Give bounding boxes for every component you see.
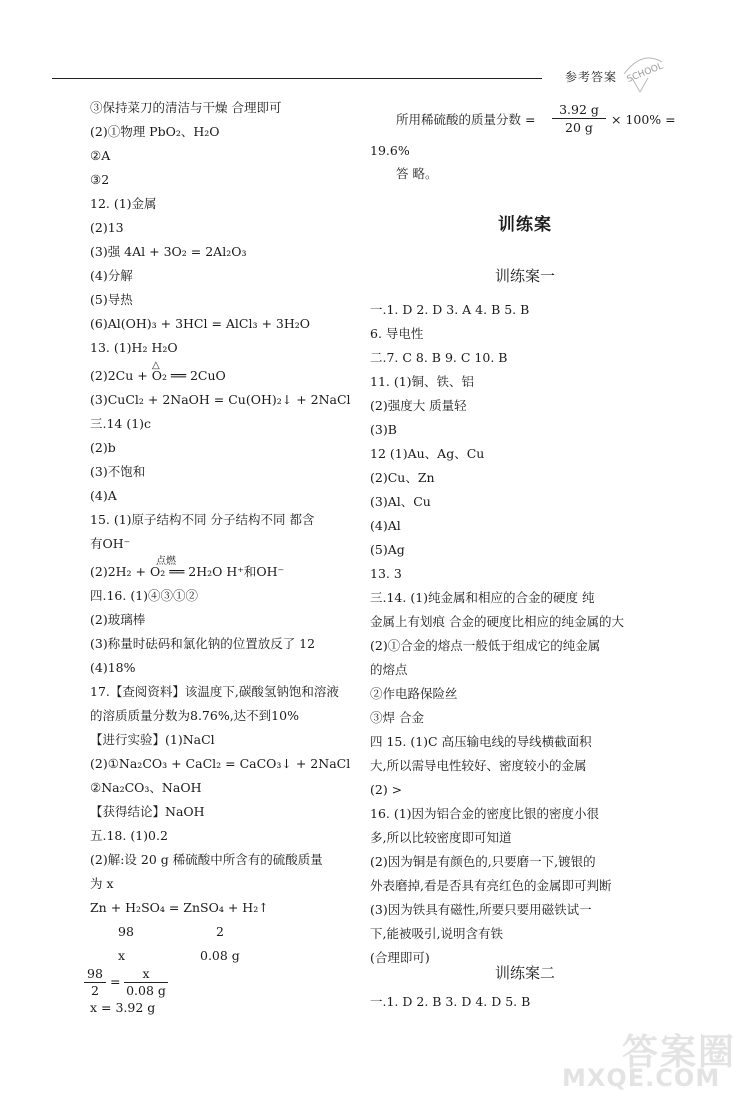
left-line: (4)分解 [90,268,133,283]
left-line: 15. (1)原子结构不同 分子结构不同 都含 [90,512,315,527]
right-line: 一.1. D 2. D 3. A 4. B 5. B [370,302,530,317]
left-line: x [118,948,126,963]
left-line: (3)不饱和 [90,464,146,479]
left-line: 【进行实验】(1)NaCl [90,732,215,747]
right-line: 大,所以需导电性较好、密度较小的金属 [370,758,587,773]
subsection-title: 训练案二 [494,964,555,982]
frac-num: 98 [87,966,103,981]
left-line: (2)①Na₂CO₃ + CaCl₂ = CaCO₃↓ + 2NaCl [90,756,351,771]
watermark-logo [562,1024,744,1092]
frac-num: x [142,966,150,981]
right-line: (3)因为铁具有磁性,所要只要用磁铁试一 [370,902,592,917]
left-line: 五.18. (1)0.2 [90,828,168,843]
right-line: (2) > [370,782,403,797]
right-line: 金属上有划痕 合金的硬度比相应的纯金属的大 [370,614,624,629]
right-line: 下,能被吸引,说明含有铁 [370,926,503,941]
left-line: (2)b [90,440,116,455]
right-line: 一.1. D 2. B 3. D 4. D 5. B [370,994,531,1009]
header-rule [52,78,542,79]
right-line: 11. (1)铜、铁、铝 [370,374,475,389]
left-line: x = 3.92 g [90,1000,156,1015]
calc-num: 3.92 g [559,102,599,117]
left-line: (3)CuCl₂ + 2NaOH = Cu(OH)₂↓ + 2NaCl [90,392,351,407]
left-line: 为 x [90,876,114,891]
right-line: 多,所以比较密度即可知道 [370,830,512,845]
calc-prefix: 所用稀硫酸的质量分数 = [396,112,536,127]
frac-den: 2 [91,983,99,998]
right-line: (3)B [370,422,397,437]
right-line: 13. 3 [370,566,402,581]
left-line: (2)13 [90,220,124,235]
right-line: 12 (1)Au、Ag、Cu [370,446,485,461]
left-line: Zn + H₂SO₄ = ZnSO₄ + H₂↑ [90,900,269,915]
right-line: 的熔点 [370,662,408,677]
left-line: 17.【查阅资料】该温度下,碳酸氢钠饱和溶液 [90,684,339,699]
subsection-title: 训练案一 [494,267,555,285]
right-line: 三.14. (1)纯金属和相应的合金的硬度 纯 [370,590,595,605]
left-line: 0.08 g [200,948,240,963]
left-line: (2)2Cu + O₂ ══ 2CuO [90,368,226,383]
left-line: (2)①物理 PbO₂、H₂O [90,124,220,139]
watermark-url: MXQE.COM [562,1064,721,1092]
right-line: (4)Al [370,518,401,533]
calc-den: 20 g [565,120,593,135]
left-line: (2)玻璃棒 [90,612,146,627]
left-line: 【获得结论】NaOH [90,804,205,819]
left-line: ②Na₂CO₃、NaOH [90,780,202,795]
school-logo-icon [618,48,666,94]
left-line: ②A [90,148,111,163]
reaction-condition-heat: △ [152,360,160,371]
left-line: 2 [216,924,224,939]
left-line: 的溶质质量分数为8.76%,达不到10% [90,708,299,723]
frac-den: 0.08 g [126,983,166,998]
left-line: (3)强 4Al + 3O₂ = 2Al₂O₃ [90,244,247,259]
left-line: 三.14 (1)c [90,416,152,431]
calc-suffix: × 100% = [611,112,676,127]
left-line: ③2 [90,172,110,187]
right-line: 6. 导电性 [370,326,424,341]
right-line: (2)因为铜是有颜色的,只要磨一下,镀银的 [370,854,596,869]
right-line: 外表磨掉,看是否具有亮红色的金属即可判断 [370,878,612,893]
left-line: (6)Al(OH)₃ + 3HCl = AlCl₃ + 3H₂O [90,316,311,331]
left-line: 有OH⁻ [90,536,131,551]
right-line: (2)①合金的熔点一般低于组成它的纯金属 [370,638,601,653]
calc-fraction [552,102,606,135]
left-line: (4)A [90,488,117,503]
watermark-text: 答案圈 [622,1032,737,1073]
calc-result: 19.6% [370,143,410,158]
left-line: (2)2H₂ + O₂ ══ 2H₂O H⁺和OH⁻ [90,564,285,579]
right-line: (2)Cu、Zn [370,470,435,485]
left-line: (4)18% [90,660,136,675]
right-line: (合理即可) [370,950,430,965]
right-line: ②作电路保险丝 [370,686,458,701]
frac-bar [552,118,606,119]
left-line: 四.16. (1)④③①② [90,588,199,603]
right-line: 16. (1)因为铝合金的密度比银的密度小很 [370,806,600,821]
answer-note: 答 略。 [396,166,438,181]
reaction-condition-ignite: 点燃 [156,556,176,567]
left-line: (2)解:设 20 g 稀硫酸中所含有的硫酸质量 [90,852,323,867]
left-line: 12. (1)金属 [90,196,157,211]
right-line: (3)Al、Cu [370,494,431,509]
right-line: 二.7. C 8. B 9. C 10. B [370,350,508,365]
left-line: (5)导热 [90,292,133,307]
logo-text: SCHOOL [625,61,665,85]
left-line: ③保持菜刀的清洁与干燥 合理即可 [90,100,282,115]
right-line: (5)Ag [370,542,405,557]
section-title: 训练案 [498,215,552,235]
left-line: 13. (1)H₂ H₂O [90,340,178,355]
right-line: ③焊 合金 [370,710,424,725]
left-line: 98 [118,924,134,939]
right-line: 四 15. (1)C 高压输电线的导线横截面积 [370,734,592,749]
left-line: (3)称量时砝码和氯化钠的位置放反了 12 [90,636,316,651]
right-line: (2)强度大 质量轻 [370,398,467,413]
header-title: 参考答案 [565,70,618,84]
